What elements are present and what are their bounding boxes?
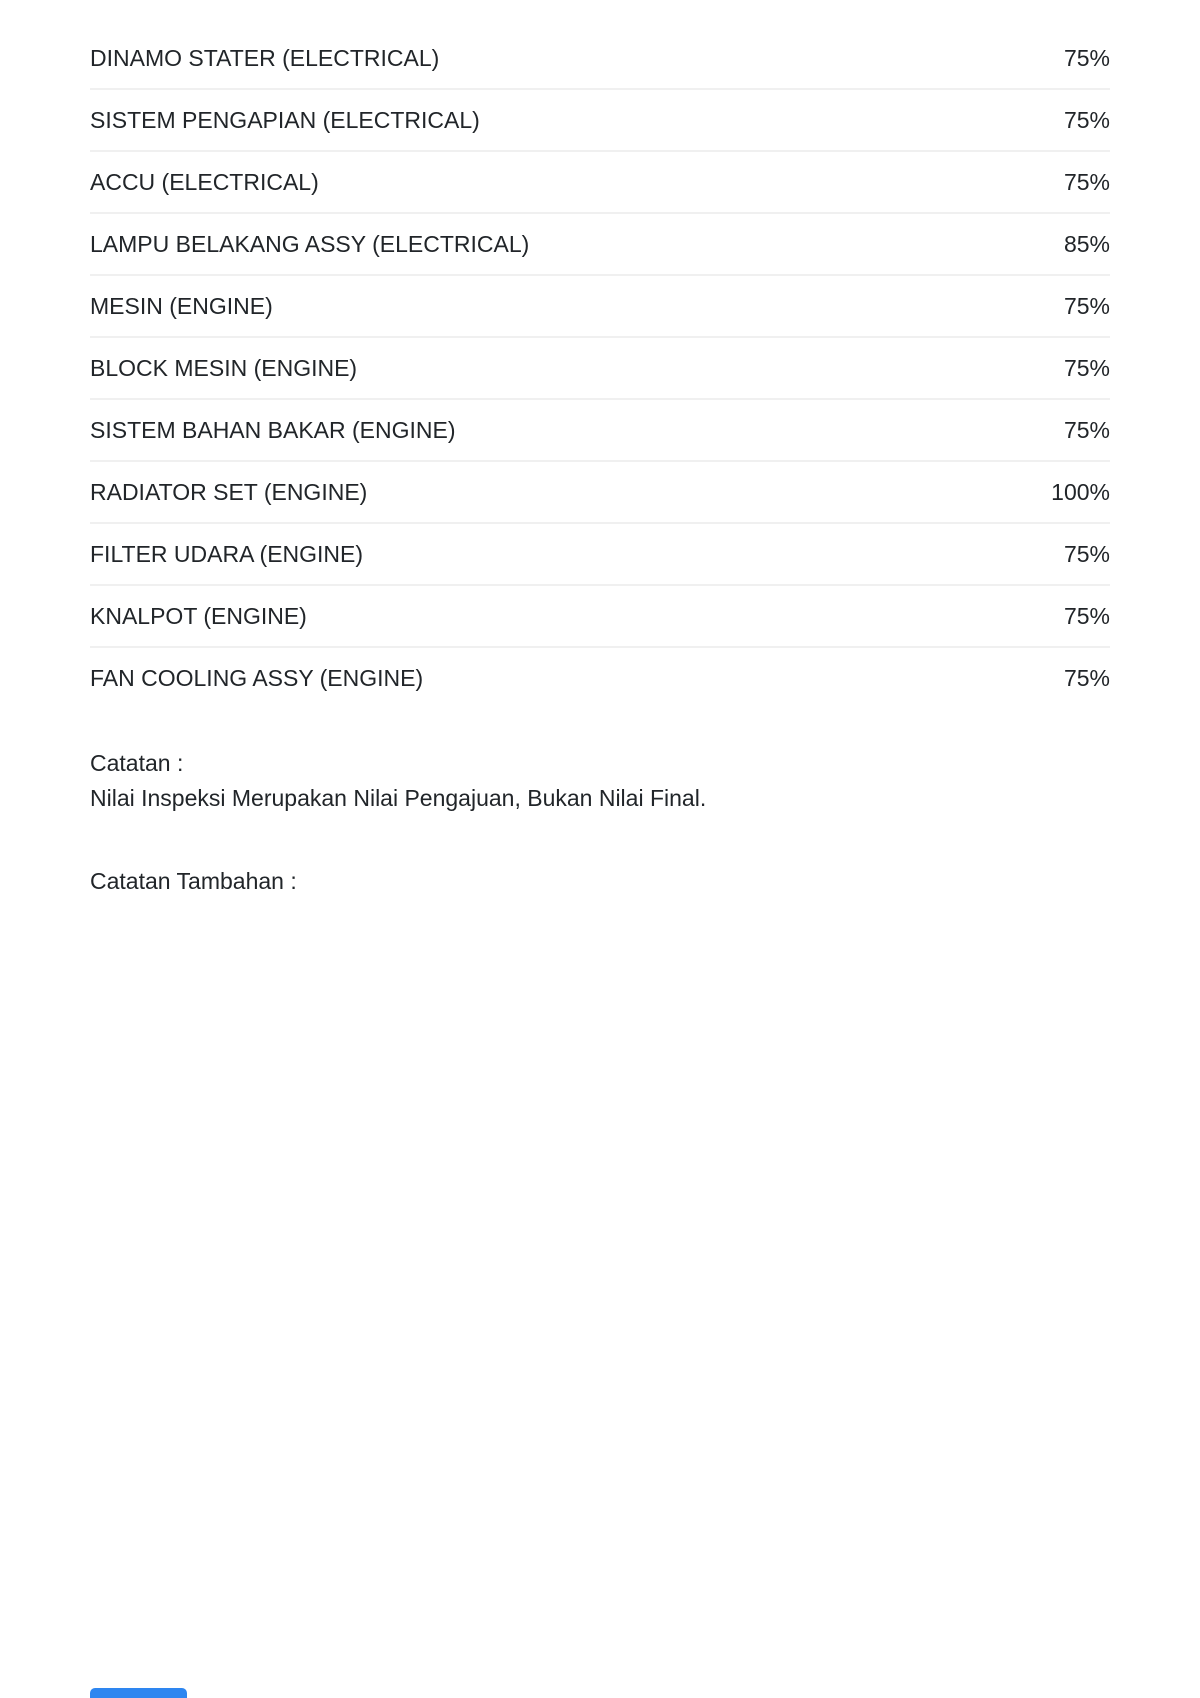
inspection-item-score: 85% [1063,231,1110,257]
cut-off-bottom-button[interactable] [90,1688,187,1698]
inspection-row [90,152,1110,214]
inspection-item-label: SISTEM BAHAN BAKAR (ENGINE) [90,417,456,443]
notes-text: Nilai Inspeksi Merupakan Nilai Pengajuan, Bukan Nilai Final. [90,785,707,811]
additional-notes-label: Catatan Tambahan : [90,868,297,894]
inspection-item-label: DINAMO STATER (ELECTRICAL) [90,45,440,71]
inspection-item-score: 75% [1063,169,1110,195]
inspection-item-label: LAMPU BELAKANG ASSY (ELECTRICAL) [90,231,530,257]
inspection-item-score: 75% [1063,603,1110,629]
inspection-row [90,648,1110,708]
inspection-item-label: SISTEM PENGAPIAN (ELECTRICAL) [90,107,480,133]
inspection-row [90,214,1110,276]
inspection-item-label: RADIATOR SET (ENGINE) [90,479,368,505]
inspection-item-label: FAN COOLING ASSY (ENGINE) [90,665,424,691]
inspection-row [90,338,1110,400]
inspection-row [90,462,1110,524]
inspection-item-score: 75% [1063,665,1110,691]
inspection-item-score: 75% [1063,355,1110,381]
inspection-row [90,276,1110,338]
inspection-score-list [90,28,1110,708]
additional-notes-section [90,864,1110,899]
notes-section [90,746,1110,816]
inspection-item-score: 75% [1063,45,1110,71]
inspection-item-label: ACCU (ELECTRICAL) [90,169,319,195]
inspection-item-score: 75% [1063,107,1110,133]
notes-label: Catatan : [90,750,184,776]
inspection-item-score: 75% [1063,417,1110,443]
inspection-row [90,400,1110,462]
inspection-item-score: 75% [1063,541,1110,567]
inspection-item-score: 100% [1051,479,1110,505]
inspection-item-label: BLOCK MESIN (ENGINE) [90,355,358,381]
inspection-row [90,90,1110,152]
inspection-row [90,524,1110,586]
inspection-item-label: KNALPOT (ENGINE) [90,603,307,629]
inspection-item-label: FILTER UDARA (ENGINE) [90,541,364,567]
inspection-item-score: 75% [1063,293,1110,319]
inspection-item-label: MESIN (ENGINE) [90,293,273,319]
inspection-row [90,586,1110,648]
inspection-row [90,28,1110,90]
